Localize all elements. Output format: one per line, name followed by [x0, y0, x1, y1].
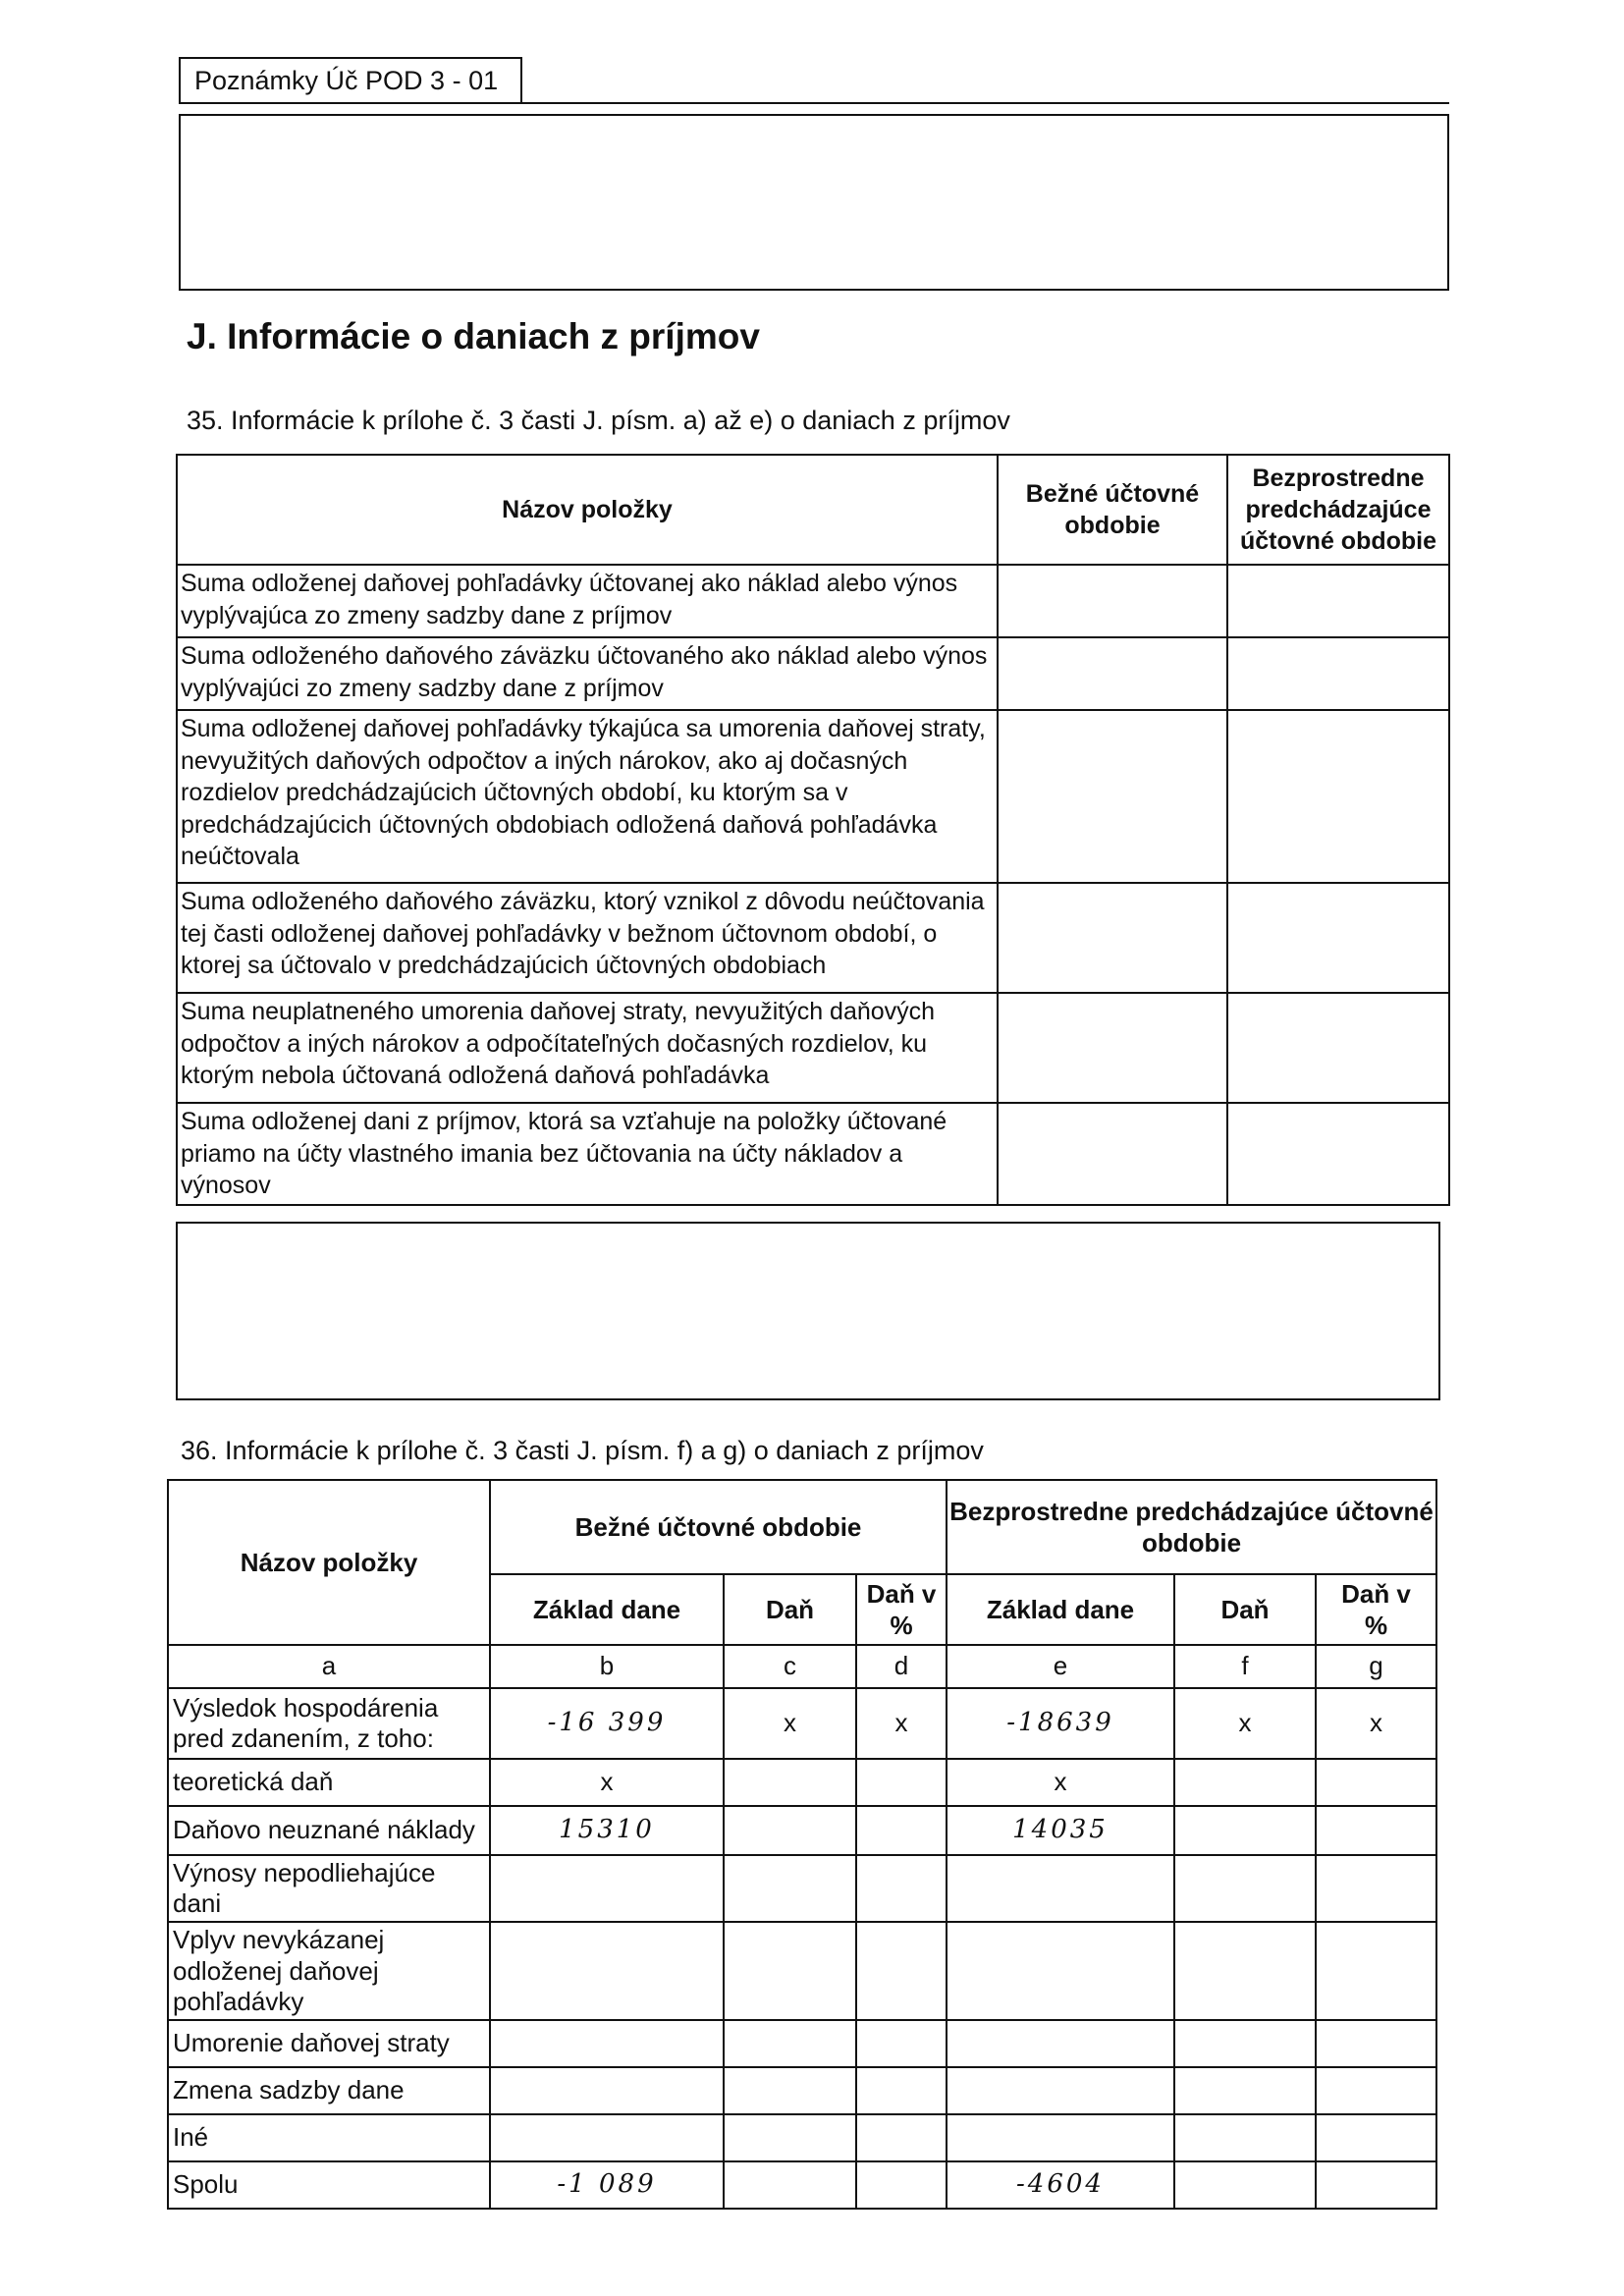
t36-current-tax-value — [724, 2114, 856, 2161]
t35-row-current-value — [998, 637, 1227, 710]
t35-row-current-value — [998, 565, 1227, 637]
t36-current-base-value — [490, 2020, 724, 2067]
t36-current-tax-value — [724, 2067, 856, 2114]
t36-current-base-value: x — [490, 1759, 724, 1806]
t36-current-base-value: 15310 — [490, 1806, 724, 1855]
section-title: J. Informácie o daniach z príjmov — [187, 316, 760, 356]
t36-row-label: Daňovo neuznané náklady — [168, 1806, 490, 1855]
t36-header-rate-prev: Daň v % — [1316, 1574, 1436, 1645]
t36-header-base-prev: Základ dane — [947, 1574, 1174, 1645]
t36-row-label: Výsledok hospodárenia pred zdanením, z toho: — [168, 1688, 490, 1759]
t36-row-label: Spolu — [168, 2161, 490, 2209]
table36-caption: 36. Informácie k prílohe č. 3 časti J. písm. f) a g) o daniach z príjmov — [181, 1436, 984, 1465]
t35-row-label: Suma odloženej dani z príjmov, ktorá sa vzťahuje na položky účtované priamo na účty vlastného imania bez účtovania na účty nákladov a výnosov — [177, 1103, 998, 1205]
table35-caption: 35. Informácie k prílohe č. 3 časti J. písm. a) až e) o daniach z príjmov — [187, 406, 1010, 435]
t36-previous-base-value: 14035 — [947, 1806, 1174, 1855]
t36-previous-tax-value — [1174, 2114, 1316, 2161]
t35-row-previous-value — [1227, 1103, 1449, 1205]
t36-current-rate-value — [856, 2020, 947, 2067]
t36-previous-tax-value — [1174, 1855, 1316, 1922]
t36-current-base-value — [490, 2067, 724, 2114]
t36-col-letter: g — [1316, 1645, 1436, 1688]
t36-previous-base-value — [947, 2067, 1174, 2114]
t36-row-label: Zmena sadzby dane — [168, 2067, 490, 2114]
t35-row-current-value — [998, 993, 1227, 1103]
t35-row-label: Suma neuplatneného umorenia daňovej straty, nevyužitých daňových odpočtov a iných nárokov a odpočítateľných dočasných rozdielov, ku ktorým nebola účtovaná odložená daňová pohľadávka — [177, 993, 998, 1103]
t35-row-label: Suma odloženej daňovej pohľadávky týkajúca sa umorenia daňovej straty, nevyužitých daňových odpočtov a iných nárokov, ako aj dočasných rozdielov predchádzajúcich účtovných období, ku ktorým sa v predchádzajúcich účtovných obdobiach odložená daňová pohľadávka neúčtovala — [177, 710, 998, 883]
t35-header-current: Bežné účtovné obdobie — [998, 455, 1227, 565]
t36-col-letter: f — [1174, 1645, 1316, 1688]
t36-previous-tax-value — [1174, 2161, 1316, 2209]
t36-current-rate-value — [856, 2161, 947, 2209]
t36-previous-base-value — [947, 1922, 1174, 2020]
table-35 — [176, 454, 1450, 1206]
t36-row-label: Iné — [168, 2114, 490, 2161]
t36-header-current: Bežné účtovné obdobie — [490, 1480, 947, 1574]
t36-col-letter: d — [856, 1645, 947, 1688]
t35-row-label: Suma odloženého daňového záväzku účtovaného ako náklad alebo výnos vyplývajúci zo zmeny sadzby dane z príjmov — [177, 637, 998, 710]
t36-current-rate-value — [856, 1922, 947, 2020]
t36-previous-rate-value: x — [1316, 1688, 1436, 1759]
t36-previous-rate-value — [1316, 2067, 1436, 2114]
t36-previous-rate-value — [1316, 1759, 1436, 1806]
t36-current-rate-value — [856, 2114, 947, 2161]
t36-row-label: teoretická daň — [168, 1759, 490, 1806]
t36-previous-rate-value — [1316, 1922, 1436, 2020]
t36-current-rate-value — [856, 1855, 947, 1922]
t36-previous-rate-value — [1316, 2161, 1436, 2209]
t36-previous-base-value: -18639 — [947, 1688, 1174, 1759]
t36-previous-tax-value — [1174, 1806, 1316, 1855]
t36-current-rate-value: x — [856, 1688, 947, 1759]
t35-row-previous-value — [1227, 637, 1449, 710]
t36-previous-rate-value — [1316, 2114, 1436, 2161]
t36-current-tax-value: x — [724, 1688, 856, 1759]
t36-current-base-value — [490, 1855, 724, 1922]
t36-current-base-value — [490, 1922, 724, 2020]
t36-current-tax-value — [724, 2161, 856, 2209]
t36-col-letter: a — [168, 1645, 490, 1688]
t36-header-name: Názov položky — [168, 1480, 490, 1645]
header-rule — [522, 102, 1449, 104]
t36-previous-rate-value — [1316, 2020, 1436, 2067]
t36-previous-base-value: -4604 — [947, 2161, 1174, 2209]
t35-row-previous-value — [1227, 993, 1449, 1103]
form-tag: Poznámky Úč POD 3 - 01 — [179, 57, 522, 104]
t36-previous-tax-value — [1174, 1759, 1316, 1806]
t36-current-rate-value — [856, 2067, 947, 2114]
t35-row-previous-value — [1227, 565, 1449, 637]
t35-header-name: Názov položky — [177, 455, 998, 565]
t36-header-tax-prev: Daň — [1174, 1574, 1316, 1645]
t36-previous-rate-value — [1316, 1806, 1436, 1855]
t36-current-tax-value — [724, 1855, 856, 1922]
t36-col-letter: b — [490, 1645, 724, 1688]
t36-header-rate: Daň v % — [856, 1574, 947, 1645]
t35-row-label: Suma odloženej daňovej pohľadávky účtovanej ako náklad alebo výnos vyplývajúca zo zmeny sadzby dane z príjmov — [177, 565, 998, 637]
comment-box — [176, 1222, 1440, 1400]
t35-row-current-value — [998, 1103, 1227, 1205]
t36-previous-tax-value: x — [1174, 1688, 1316, 1759]
t36-header-base: Základ dane — [490, 1574, 724, 1645]
t35-row-current-value — [998, 710, 1227, 883]
t36-current-tax-value — [724, 1806, 856, 1855]
t36-current-base-value: -1 089 — [490, 2161, 724, 2209]
t36-current-rate-value — [856, 1806, 947, 1855]
t36-previous-tax-value — [1174, 1922, 1316, 2020]
t36-previous-base-value — [947, 2114, 1174, 2161]
t36-header-previous: Bezprostredne predchádzajúce účtovné obdobie — [947, 1480, 1436, 1574]
t36-col-letter: c — [724, 1645, 856, 1688]
t36-current-tax-value — [724, 2020, 856, 2067]
notes-box — [179, 114, 1449, 291]
t35-header-previous: Bezprostredne predchádzajúce účtovné obdobie — [1227, 455, 1449, 565]
t36-previous-base-value — [947, 2020, 1174, 2067]
t36-col-letter: e — [947, 1645, 1174, 1688]
t35-row-previous-value — [1227, 883, 1449, 993]
t36-row-label: Vplyv nevykázanej odloženej daňovej pohľadávky — [168, 1922, 490, 2020]
t36-row-label: Výnosy nepodliehajúce dani — [168, 1855, 490, 1922]
t36-previous-base-value — [947, 1855, 1174, 1922]
t35-row-previous-value — [1227, 710, 1449, 883]
t36-previous-tax-value — [1174, 2020, 1316, 2067]
t36-current-tax-value — [724, 1759, 856, 1806]
t35-row-current-value — [998, 883, 1227, 993]
t36-previous-rate-value — [1316, 1855, 1436, 1922]
t36-header-tax: Daň — [724, 1574, 856, 1645]
t36-current-base-value — [490, 2114, 724, 2161]
t36-row-label: Umorenie daňovej straty — [168, 2020, 490, 2067]
t36-current-base-value: -16 399 — [490, 1688, 724, 1759]
t36-previous-tax-value — [1174, 2067, 1316, 2114]
t36-previous-base-value: x — [947, 1759, 1174, 1806]
t36-current-rate-value — [856, 1759, 947, 1806]
t35-row-label: Suma odloženého daňového záväzku, ktorý vznikol z dôvodu neúčtovania tej časti odloženej daňovej pohľadávky v bežnom účtovnom období, o ktorej sa účtovalo v predchádzajúcich účtovných obdobiach — [177, 883, 998, 993]
t36-current-tax-value — [724, 1922, 856, 2020]
table-36 — [167, 1479, 1437, 2210]
